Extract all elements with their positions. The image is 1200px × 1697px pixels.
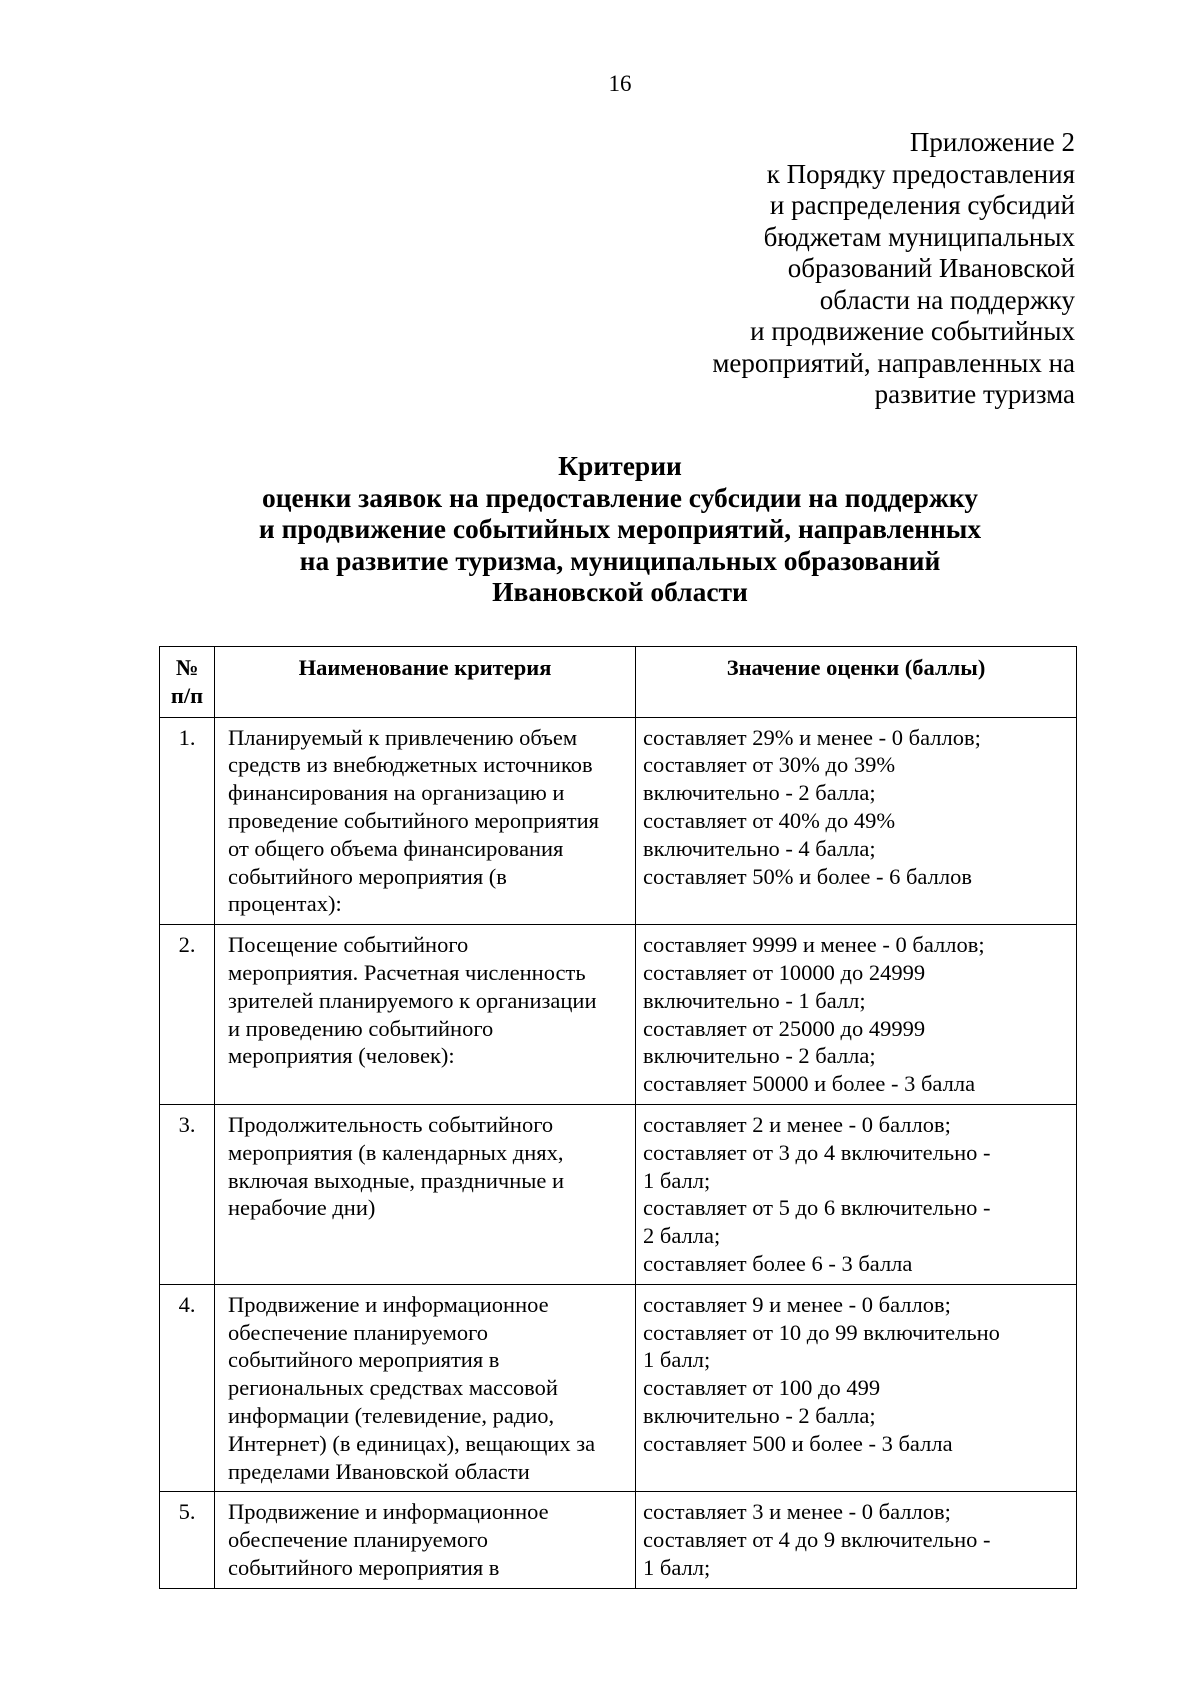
appendix-line: образований Ивановской (787, 253, 1075, 283)
criterion-name-line: обеспечение планируемого (228, 1319, 489, 1345)
criterion-name-line: пределами Ивановской области (228, 1458, 530, 1484)
criterion-name-line: нерабочие дни) (228, 1195, 376, 1221)
score-values (636, 1284, 1077, 1492)
row-number: 1. (160, 717, 215, 925)
criterion-name (215, 925, 636, 1105)
table-row (160, 1104, 1077, 1284)
criterion-name (215, 1492, 636, 1588)
appendix-line: развитие туризма (874, 379, 1075, 409)
appendix-line: Приложение 2 (909, 127, 1075, 157)
score-value-line: составляет 29% и менее - 0 баллов; (643, 724, 981, 750)
criterion-name-line: Планируемый к привлечению объем (228, 724, 578, 750)
criterion-name-line: Продвижение и информационное (228, 1291, 549, 1317)
score-value-line: 1 балл; (643, 1554, 711, 1580)
score-value-line: составляет от 40% до 49% (643, 807, 896, 833)
criterion-name-line: зрителей планируемого к организации (228, 987, 597, 1013)
score-value-line: составляет 3 и менее - 0 баллов; (643, 1499, 951, 1525)
column-header-score-value: Значение оценки (баллы) (636, 647, 1077, 718)
criterion-name-line: событийного мероприятия в (228, 1347, 500, 1373)
score-value-line: составляет от 5 до 6 включительно - (643, 1195, 991, 1221)
table-row (160, 717, 1077, 925)
criterion-name-line: мероприятия (человек): (228, 1043, 455, 1069)
score-value-line: включительно - 1 балл; (643, 987, 866, 1013)
criterion-name (215, 717, 636, 925)
criterion-name-line: Посещение событийного (228, 932, 469, 958)
criteria-table (159, 646, 1077, 1589)
score-value-line: составляет 9 и менее - 0 баллов; (643, 1291, 951, 1317)
score-value-line: 1 балл; (643, 1167, 711, 1193)
page-number: 16 (608, 71, 632, 96)
criterion-name-line: информации (телевидение, радио, (228, 1402, 555, 1428)
score-value-line: включительно - 2 балла; (643, 1402, 876, 1428)
criterion-name-line: региональных средствах массовой (228, 1375, 558, 1401)
row-number: 5. (160, 1492, 215, 1588)
criterion-name-line: Интернет) (в единицах), вещающих за (228, 1430, 596, 1456)
criterion-name-line: средств из внебюджетных источников (228, 752, 593, 778)
criterion-name-line: включая выходные, праздничные и (228, 1167, 565, 1193)
table-header-row (160, 647, 1077, 718)
score-value-line: составляет 9999 и менее - 0 баллов; (643, 932, 985, 958)
appendix-line: мероприятий, направленных на (712, 347, 1075, 378)
score-value-line: составляет от 4 до 9 включительно - (643, 1527, 991, 1553)
criterion-name (215, 1284, 636, 1492)
score-value-line: составляет от 30% до 39% (643, 752, 896, 778)
score-value-line: составляет от 3 до 4 включительно - (643, 1139, 991, 1165)
criterion-name-line: обеспечение планируемого (228, 1527, 489, 1553)
score-value-line: включительно - 2 балла; (643, 1043, 876, 1069)
criterion-name (215, 1104, 636, 1284)
document-title (0, 450, 1200, 608)
score-value-line: 2 балла; (643, 1223, 721, 1249)
score-value-line: составляет от 100 до 499 (643, 1375, 881, 1401)
score-value-line: включительно - 4 балла; (643, 835, 876, 861)
criterion-name-line: проведение событийного мероприятия (228, 807, 600, 833)
appendix-line: к Порядку предоставления (766, 158, 1075, 189)
score-value-line: составляет 50000 и более - 3 балла (643, 1071, 976, 1097)
criterion-name-line: событийного мероприятия (в (228, 863, 507, 889)
score-value-line: составляет 500 и более - 3 балла (643, 1430, 953, 1456)
score-values (636, 925, 1077, 1105)
criterion-name-line: процентах): (228, 891, 342, 917)
score-values (636, 1104, 1077, 1284)
row-number: 2. (160, 925, 215, 1105)
score-value-line: включительно - 2 балла; (643, 780, 876, 806)
criterion-name-line: мероприятия (в календарных днях, (228, 1139, 564, 1165)
criterion-name-line: от общего объема финансирования (228, 835, 564, 861)
title-line: и продвижение событийных мероприятий, направленных (258, 513, 982, 544)
row-number: 4. (160, 1284, 215, 1492)
score-value-line: составляет от 10000 до 24999 (643, 959, 926, 985)
criterion-name-line: Продвижение и информационное (228, 1499, 549, 1525)
criterion-name-line: мероприятия. Расчетная численность (228, 959, 586, 985)
score-values (636, 1492, 1077, 1588)
criterion-name-line: финансирования на организацию и (228, 780, 565, 806)
title-line: Критерии (558, 450, 682, 481)
table-row (160, 1284, 1077, 1492)
score-values (636, 717, 1077, 925)
appendix-line: области на поддержку (819, 284, 1075, 315)
score-value-line: составляет 2 и менее - 0 баллов; (643, 1111, 951, 1137)
score-value-line: 1 балл; (643, 1347, 711, 1373)
criterion-name-line: Продолжительность событийного (228, 1111, 554, 1137)
criterion-name-line: и проведению событийного (228, 1015, 494, 1041)
criterion-name-line: событийного мероприятия в (228, 1554, 500, 1580)
appendix-line: и распределения субсидий (769, 190, 1075, 220)
column-header-number-line: п/п (170, 682, 204, 708)
appendix-line: и продвижение событийных (750, 316, 1075, 346)
title-line: оценки заявок на предоставление субсидии на поддержку (261, 481, 979, 513)
table-row (160, 925, 1077, 1105)
column-header-criterion-name: Наименование критерия (215, 647, 636, 718)
score-value-line: составляет 50% и более - 6 баллов (643, 863, 972, 889)
title-line: Ивановской области (492, 576, 748, 607)
score-value-line: составляет более 6 - 3 балла (643, 1250, 913, 1276)
title-line: на развитие туризма, муниципальных образований (299, 544, 941, 576)
table-row (160, 1492, 1077, 1588)
score-value-line: составляет от 25000 до 49999 (643, 1015, 926, 1041)
column-header-number (160, 647, 215, 718)
appendix-line: бюджетам муниципальных (763, 221, 1075, 252)
score-value-line: составляет от 10 до 99 включительно (643, 1319, 1000, 1345)
row-number: 3. (160, 1104, 215, 1284)
column-header-number-line: № (175, 655, 199, 680)
appendix-reference (712, 127, 1075, 411)
